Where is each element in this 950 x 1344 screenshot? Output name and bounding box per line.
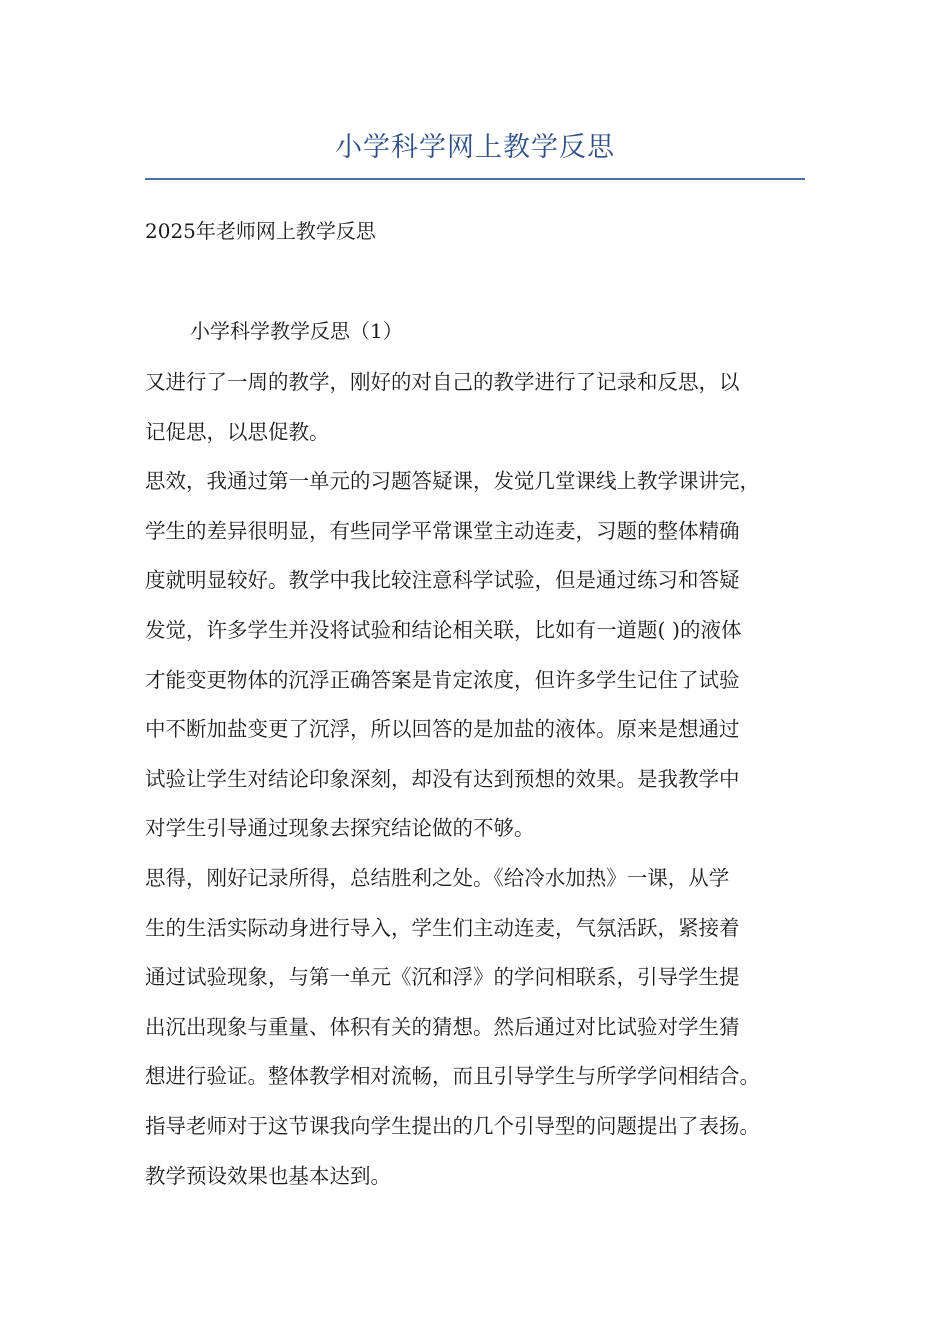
text-line: 才能变更物体的沉浮正确答案是肯定浓度，但许多学生记住了试验 <box>145 667 740 692</box>
text-line: 想进行验证。整体教学相对流畅，而且引导学生与所学学问相结合。 <box>145 1064 760 1089</box>
text-line: 思效，我通过第一单元的习题答疑课，发觉几堂课线上教学课讲完， <box>145 469 760 494</box>
text-line: 记促思，以思促教。 <box>145 419 330 444</box>
document-title: 小学科学网上教学反思 <box>335 132 615 163</box>
text-line: 发觉，许多学生并没将试验和结论相关联，比如有一道题( )的液体 <box>145 617 742 642</box>
text-line: 思得，刚好记录所得，总结胜利之处。《给冷水加热》一课，从学 <box>145 865 730 890</box>
text-line: 对学生引导通过现象去探究结论做的不够。 <box>145 816 535 841</box>
body-paragraphs <box>145 364 825 1207</box>
text-line: 学生的差异很明显，有些同学平常课堂主动连麦，习题的整体精确 <box>145 518 740 543</box>
text-line: 又进行了一周的教学，刚好的对自己的教学进行了记录和反思，以 <box>145 370 740 394</box>
text-line: 教学预设效果也基本达到。 <box>145 1163 391 1188</box>
text-line: 通过试验现象，与第一单元《沉和浮》的学问相联系，引导学生提 <box>145 965 740 990</box>
text-line: 出沉出现象与重量、体积有关的猜想。然后通过对比试验对学生猜 <box>145 1014 740 1039</box>
text-line: 指导老师对于这节课我向学生提出的几个引导型的问题提出了表扬。 <box>145 1113 760 1138</box>
section-heading: 小学科学教学反思（1） <box>190 319 403 343</box>
title-underline <box>145 178 805 180</box>
text-line: 中不断加盐变更了沉浮，所以回答的是加盐的液体。原来是想通过 <box>145 717 740 742</box>
document-subtitle: 2025年老师网上教学反思 <box>145 219 376 243</box>
text-line: 试验让学生对结论印象深刻，却没有达到预想的效果。是我教学中 <box>145 766 740 791</box>
text-line: 生的生活实际动身进行导入，学生们主动连麦，气氛活跃，紧接着 <box>145 915 740 940</box>
text-line: 度就明显较好。教学中我比较注意科学试验，但是通过练习和答疑 <box>145 568 740 593</box>
